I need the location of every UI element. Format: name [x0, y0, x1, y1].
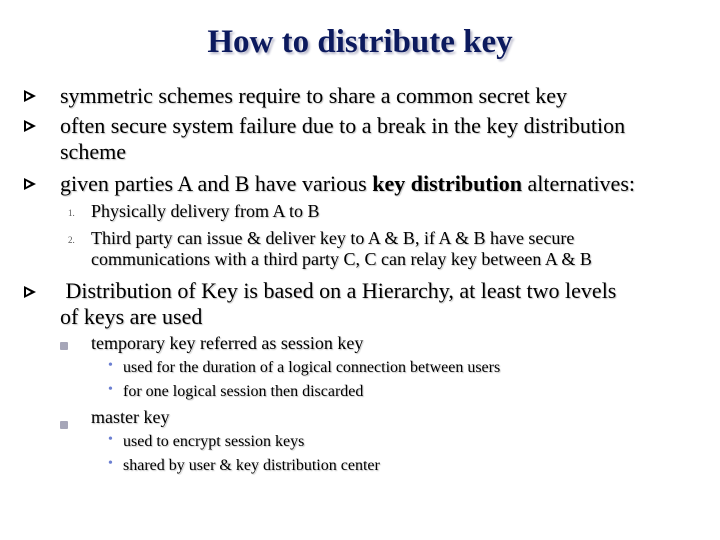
square-bullet-icon — [60, 342, 68, 350]
numbered-item-text-continued: communications with a third party C, C can relay key between A & B — [91, 249, 592, 269]
key-level-item: shared by user & key distribution center — [123, 457, 380, 474]
bullet-text: Distribution of Key is based on a Hierarchy, at least two levels — [60, 278, 617, 303]
dot-bullet-icon: • — [108, 358, 113, 373]
list-number: 2. — [68, 235, 75, 245]
list-number: 1. — [68, 208, 75, 218]
key-level-label: temporary key referred as session key — [91, 333, 364, 353]
bullet-text-continued: scheme — [60, 139, 126, 164]
bullet-text-continued: of keys are used — [60, 304, 203, 329]
numbered-item-text: Third party can issue & deliver key to A & B, if A & B have secure — [91, 228, 575, 248]
bullet-text-plain: given parties A and B have various — [60, 171, 373, 196]
bullet-text: often secure system failure due to a break in the key distribution — [60, 113, 626, 138]
bullet-text: symmetric schemes require to share a common secret key — [60, 83, 568, 108]
key-level-item: used to encrypt session keys — [123, 433, 305, 450]
dot-bullet-icon: • — [108, 382, 113, 397]
square-bullet-icon — [60, 421, 68, 429]
key-level-label: master key — [91, 407, 170, 427]
dot-bullet-icon: • — [108, 456, 113, 471]
arrow-bullet-icon — [24, 120, 36, 132]
slide-title: How to distribute key — [207, 24, 513, 60]
bullet-text — [60, 170, 635, 198]
bullet-text-bold: key distribution — [372, 171, 522, 196]
key-level-item: used for the duration of a logical connection between users — [123, 359, 501, 376]
bullet-text-plain: alternatives: — [521, 171, 635, 196]
arrow-bullet-icon — [24, 286, 36, 298]
key-level-item: for one logical session then discarded — [123, 383, 364, 400]
arrow-bullet-icon — [24, 178, 36, 190]
numbered-item-text: Physically delivery from A to B — [91, 201, 320, 221]
arrow-bullet-icon — [24, 90, 36, 102]
dot-bullet-icon: • — [108, 432, 113, 447]
